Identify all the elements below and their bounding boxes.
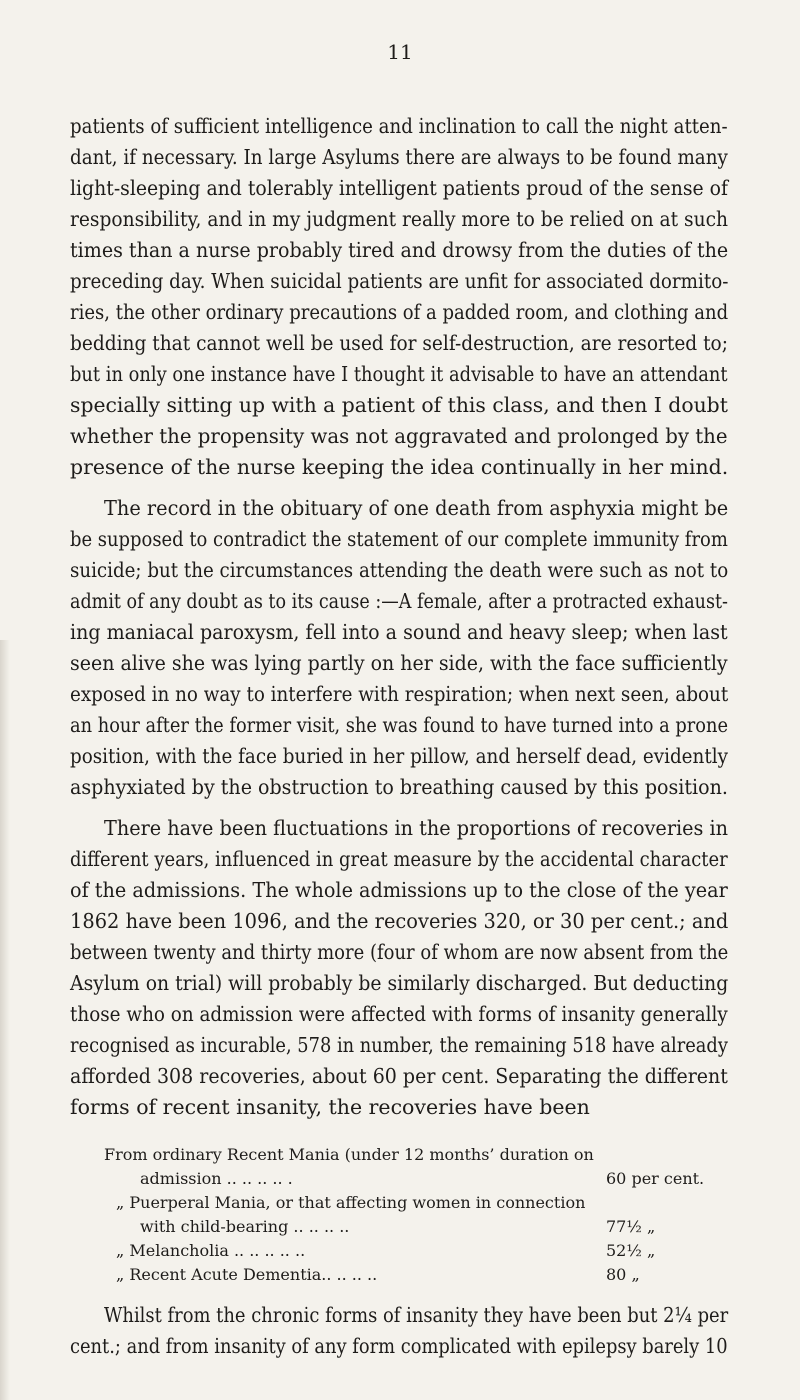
text-line: specially sitting up with a patient of this class, and then I doubt <box>70 393 728 417</box>
text-line: There have been fluctuations in the proportions of recoveries in <box>104 816 729 840</box>
text-line: recognised as incurable, 578 in number, the remaining 518 have already <box>70 1033 728 1057</box>
text-line: times than a nurse probably tired and drowsy from the duties of the <box>70 238 729 262</box>
table-row-label: with child-bearing .. .. .. .. <box>140 1217 350 1236</box>
table-row-label: „ Puerperal Mania, or that affecting women in connection <box>116 1193 586 1212</box>
text-line: Asylum on trial) will probably be similarly discharged. But deducting <box>70 971 729 995</box>
text-line: preceding day. When suicidal patients are unfit for associated dormito- <box>70 269 729 293</box>
text-line: suicide; but the circumstances attending the death were such as not to <box>70 558 729 582</box>
table-row-label: From ordinary Recent Mania (under 12 months’ duration on <box>104 1145 594 1164</box>
text-line: dant, if necessary. In large Asylums there are always to be found many <box>70 145 728 169</box>
text-line: bedding that cannot well be used for self-destruction, are resorted to; <box>70 331 728 355</box>
text-line: Whilst from the chronic forms of insanity they have been but 2¼ per <box>104 1303 729 1327</box>
text-line: but in only one instance have I thought it advisable to have an attendant <box>70 362 728 386</box>
table-row-label: admission .. .. .. .. . <box>140 1169 293 1188</box>
table-row-value: 77½ „ <box>606 1217 656 1236</box>
text-line: between twenty and thirty more (four of whom are now absent from the <box>70 940 729 964</box>
text-line: cent.; and from insanity of any form complicated with epilepsy barely 10 <box>70 1334 728 1358</box>
text-line: ries, the other ordinary precautions of a padded room, and clothing and <box>70 300 729 324</box>
text-line: asphyxiated by the obstruction to breathing caused by this position. <box>70 775 728 799</box>
text-line: seen alive she was lying partly on her side, with the face sufficiently <box>70 651 728 675</box>
text-line: forms of recent insanity, the recoveries have been <box>70 1095 590 1119</box>
text-line: those who on admission were affected with forms of insanity generally <box>70 1002 728 1026</box>
text-line: exposed in no way to interfere with respiration; when next seen, about <box>70 682 729 706</box>
text-line: light-sleeping and tolerably intelligent patients proud of the sense of <box>70 176 728 200</box>
text-line: presence of the nurse keeping the idea continually in her mind. <box>70 455 729 479</box>
text-line: position, with the face buried in her pillow, and herself dead, evidently <box>70 744 728 768</box>
table-row-label: „ Melancholia .. .. .. .. .. <box>116 1241 306 1260</box>
text-line: different years, influenced in great measure by the accidental character <box>70 847 728 871</box>
table-row-value: 80 „ <box>606 1265 640 1284</box>
text-line: be supposed to contradict the statement of our complete immunity from <box>70 527 728 551</box>
text-line: patients of sufficient intelligence and inclination to call the night atten- <box>70 114 728 138</box>
text-line: responsibility, and in my judgment really more to be relied on at such <box>70 207 729 231</box>
table-row-label: „ Recent Acute Dementia.. .. .. .. <box>116 1265 378 1284</box>
text-line: afforded 308 recoveries, about 60 per cent. Separating the different <box>70 1064 728 1088</box>
table-row-value: 60 per cent. <box>606 1169 705 1188</box>
text-line: an hour after the former visit, she was found to have turned into a prone <box>70 713 728 737</box>
page-number: 11 <box>387 40 413 64</box>
table-row-value: 52½ „ <box>606 1241 656 1260</box>
text-line: of the admissions. The whole admissions up to the close of the year <box>70 878 728 902</box>
text-line: 1862 have been 1096, and the recoveries 320, or 30 per cent.; and <box>70 909 729 933</box>
text-line: The record in the obituary of one death from asphyxia might be <box>104 496 729 520</box>
text-line: whether the propensity was not aggravated and prolonged by the <box>70 424 728 448</box>
text-line: ing maniacal paroxysm, fell into a sound and heavy sleep; when last <box>70 620 728 644</box>
page-shadow <box>0 640 10 1400</box>
text-line: admit of any doubt as to its cause :—A female, after a protracted exhaust- <box>70 589 728 613</box>
